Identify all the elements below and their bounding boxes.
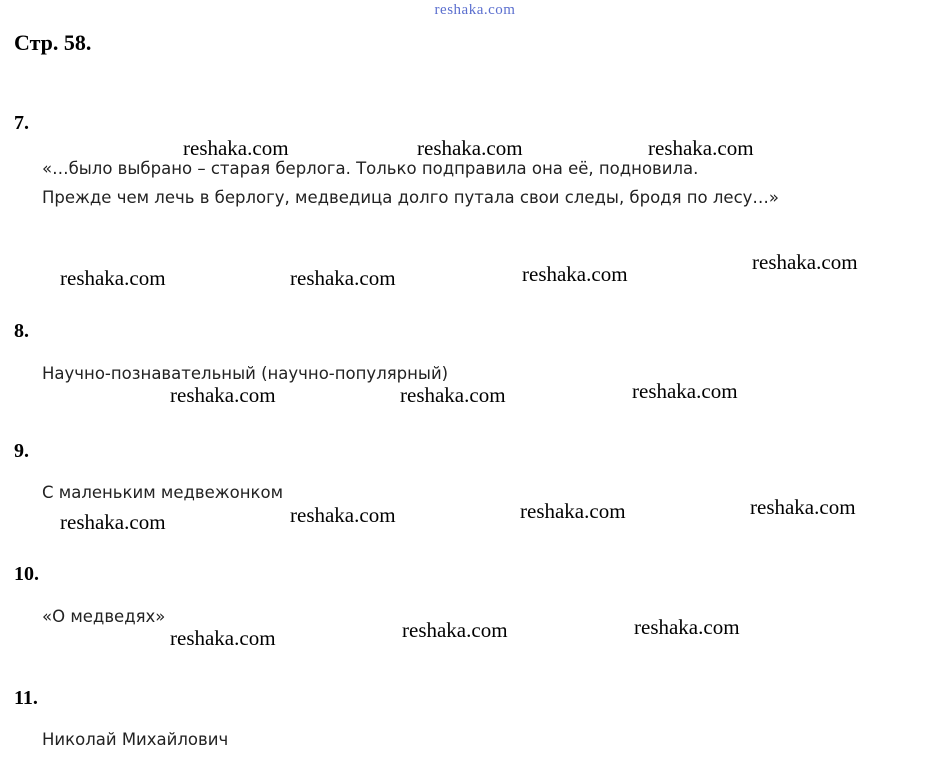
answer-number-11: 11. xyxy=(14,687,38,709)
answer-text-10: «О медведях» xyxy=(42,607,166,626)
answer-number-8: 8. xyxy=(14,320,29,342)
answer-7-line-2: Прежде чем лечь в берлогу, медведица долго путала свои следы, бродя по лесу…» xyxy=(42,187,780,207)
answer-text-11: Николай Михайлович xyxy=(42,730,229,749)
answer-number-7: 7. xyxy=(14,112,29,134)
answer-7-line-1: «…было выбрано – старая берлога. Только подправила она её, подновила. xyxy=(42,159,699,178)
answer-number-10: 10. xyxy=(14,563,39,585)
watermark: reshaka.com xyxy=(183,136,289,160)
watermark: reshaka.com xyxy=(750,495,856,519)
watermark: reshaka.com xyxy=(402,618,508,642)
watermark: reshaka.com xyxy=(170,626,276,650)
watermark: reshaka.com xyxy=(417,136,523,160)
answer-number-9: 9. xyxy=(14,440,29,462)
watermark: reshaka.com xyxy=(634,615,740,639)
watermark: reshaka.com xyxy=(648,136,754,160)
answer-text-9: С маленьким медвежонком xyxy=(42,483,284,502)
watermark: reshaka.com xyxy=(170,383,276,407)
watermark: reshaka.com xyxy=(400,383,506,407)
watermark: reshaka.com xyxy=(60,266,166,290)
watermark: reshaka.com xyxy=(290,503,396,527)
watermark: reshaka.com xyxy=(60,510,166,534)
watermark: reshaka.com xyxy=(522,262,628,286)
watermark: reshaka.com xyxy=(290,266,396,290)
page-number-label: Стр. 58. xyxy=(14,30,92,55)
answer-text-7 xyxy=(42,155,922,213)
watermark: reshaka.com xyxy=(752,250,858,274)
top-watermark: reshaka.com xyxy=(434,2,516,18)
answer-text-8: Научно-познавательный (научно-популярный) xyxy=(42,364,449,383)
watermark: reshaka.com xyxy=(520,499,626,523)
watermark: reshaka.com xyxy=(632,379,738,403)
